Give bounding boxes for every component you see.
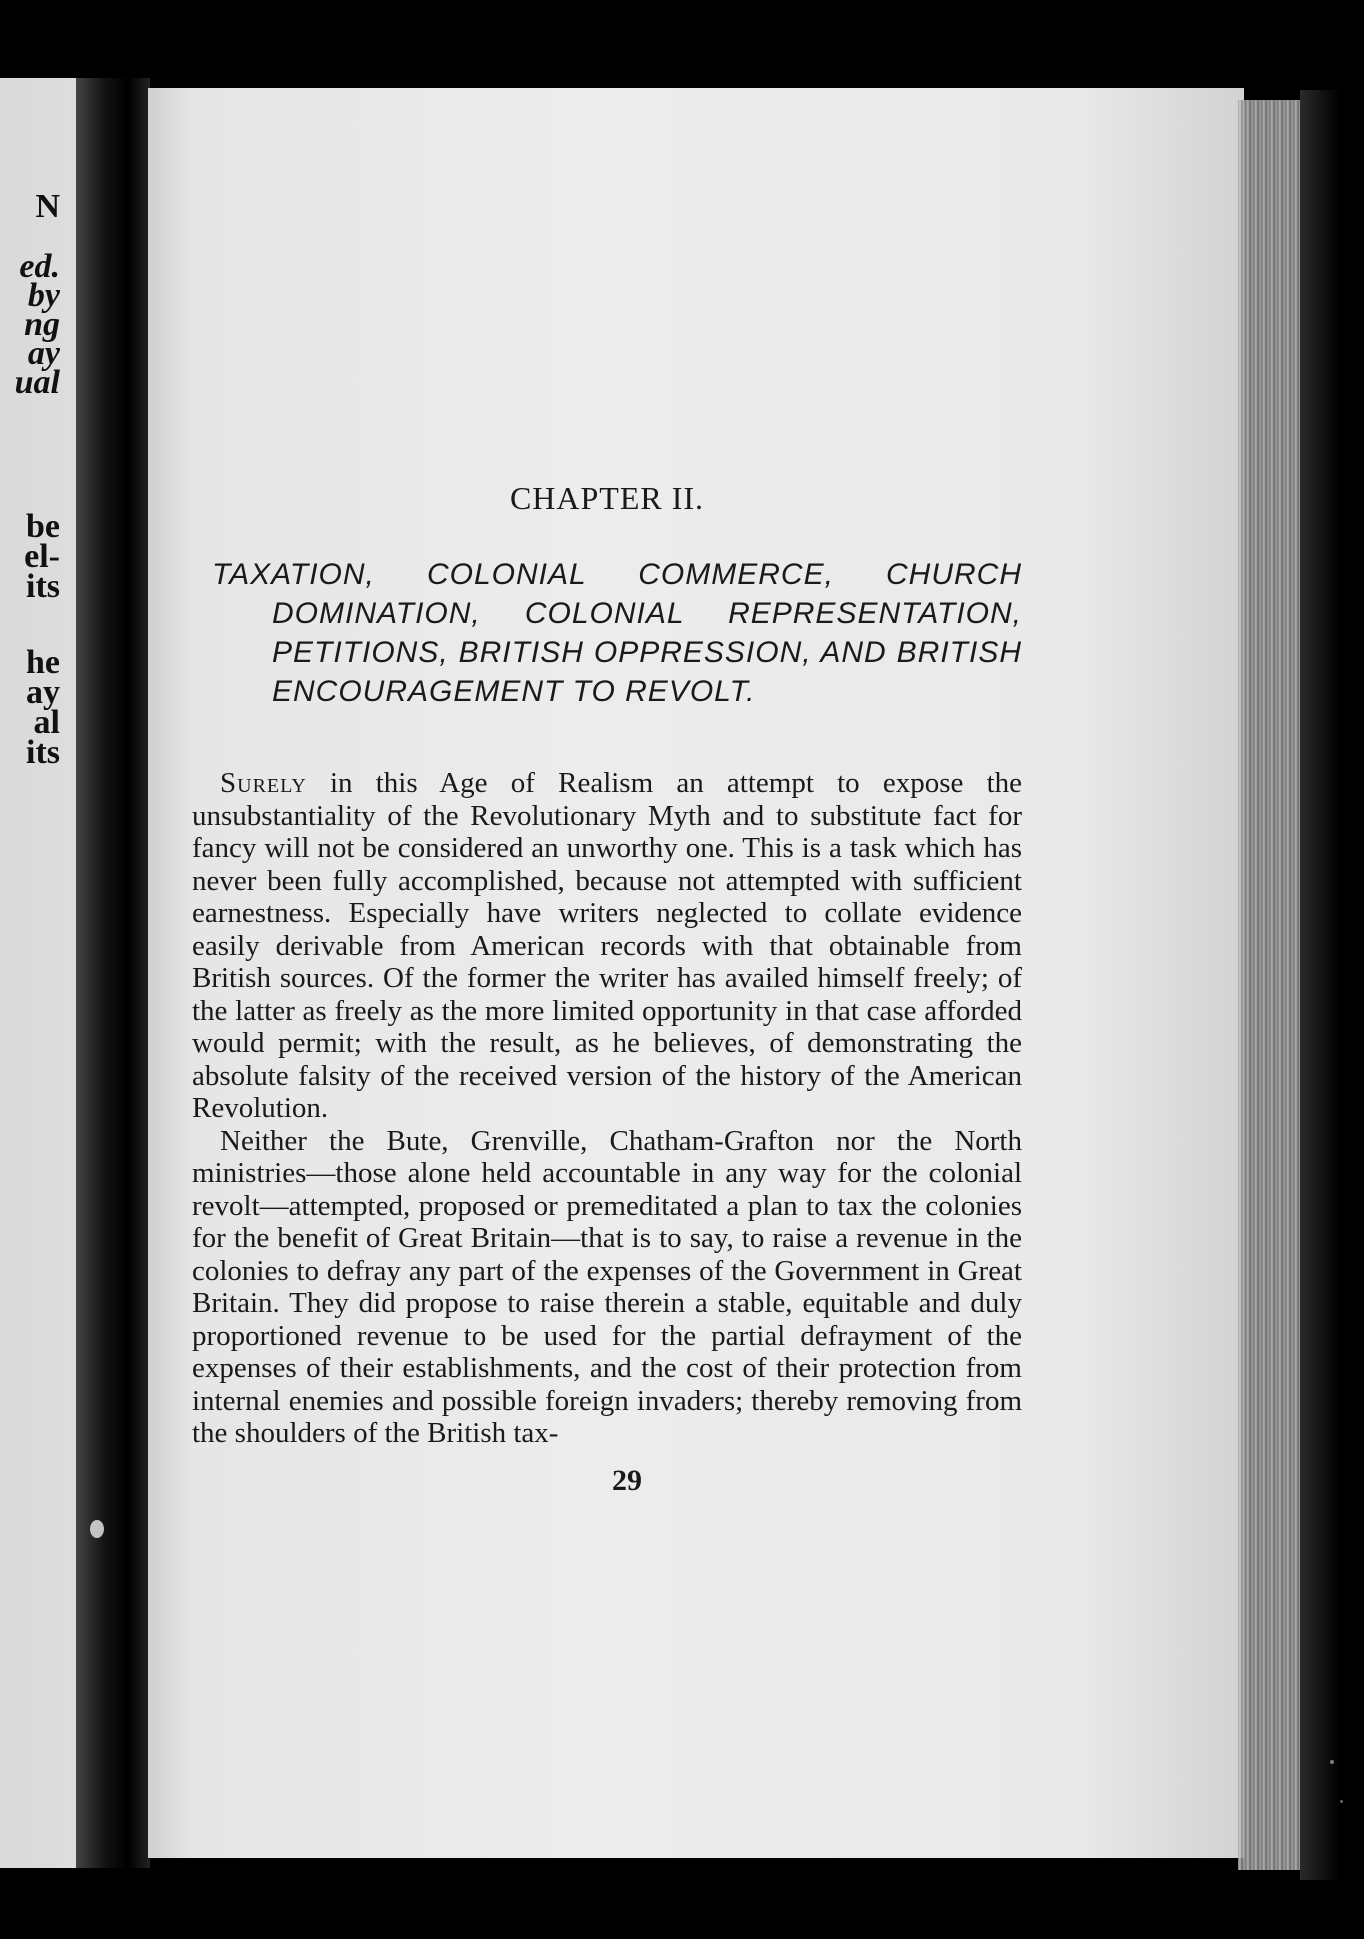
scan-speck: [90, 1520, 104, 1538]
left-fragment: ng: [24, 306, 60, 343]
book-gutter: [76, 78, 150, 1868]
left-fragment: by: [27, 277, 60, 314]
left-fragment: he: [26, 644, 60, 681]
left-fragment: al: [33, 704, 60, 741]
left-fragment: ay: [27, 335, 60, 372]
page-number: 29: [612, 1463, 642, 1497]
paragraph: [192, 767, 1022, 1125]
left-fragment: ed.: [19, 248, 60, 285]
left-fragment: its: [26, 734, 60, 771]
left-fragment: its: [26, 568, 60, 605]
left-fragment: N: [35, 188, 60, 225]
left-fragment: be: [26, 508, 60, 545]
left-fragment: el-: [24, 538, 60, 575]
scan-speck: [1330, 1760, 1334, 1764]
left-fragment: ay: [26, 674, 60, 711]
chapter-heading: CHAPTER II.: [509, 480, 705, 516]
paragraph-text: in this Age of Realism an attempt to expose the unsubstantiality of the Revolutionary Myth and to substitute fact for fancy will not be considered an unworthy one. This is a task which has never been fully accomplished, because not attempted with sufficient earnestness. Especially have writers neglected to collate evidence easily derivable from American records with that obtainable from British sources. Of the former the writer has availed himself freely; of the latter as freely as the more limited opportunity in that case afforded would permit; with the result, as he believes, of demonstrating the absolute falsity of the received version of the history of the American Revolution.: [192, 767, 1022, 1124]
scan-speck: [1340, 1800, 1343, 1803]
book-cover-edge: [1300, 90, 1340, 1880]
section-heading: TAXATION, COLONIAL COMMERCE, CHURCH DOMINATION, COLONIAL REPRESENTATION, PETITIONS, BRITISH OPPRESSION, AND BRITISH ENCOURAGEMENT TO REVOLT.: [212, 558, 1022, 708]
paragraph: Neither the Bute, Grenville, Chatham-Grafton nor the North ministries—those alone held accountable in any way for the colonial revolt—attempted, proposed or premeditated a plan to tax the colonies for the benefit of Great Britain—that is to say, to raise a revenue in the colonies to defray any part of the expenses of the Government in Great Britain. They did propose to raise therein a stable, equitable and duly proportioned revenue to be used for the partial defrayment of the expenses of their establishments, and the cost of their protection from internal enemies and possible foreign invaders; thereby removing from the shoulders of the British tax-: [192, 1124, 1022, 1449]
page-content: [192, 470, 1022, 1498]
paragraph-lead: Surely: [220, 767, 307, 799]
left-fragment: ual: [14, 364, 60, 401]
body-text: [192, 767, 1022, 1450]
left-page-fragments: [0, 78, 76, 1868]
